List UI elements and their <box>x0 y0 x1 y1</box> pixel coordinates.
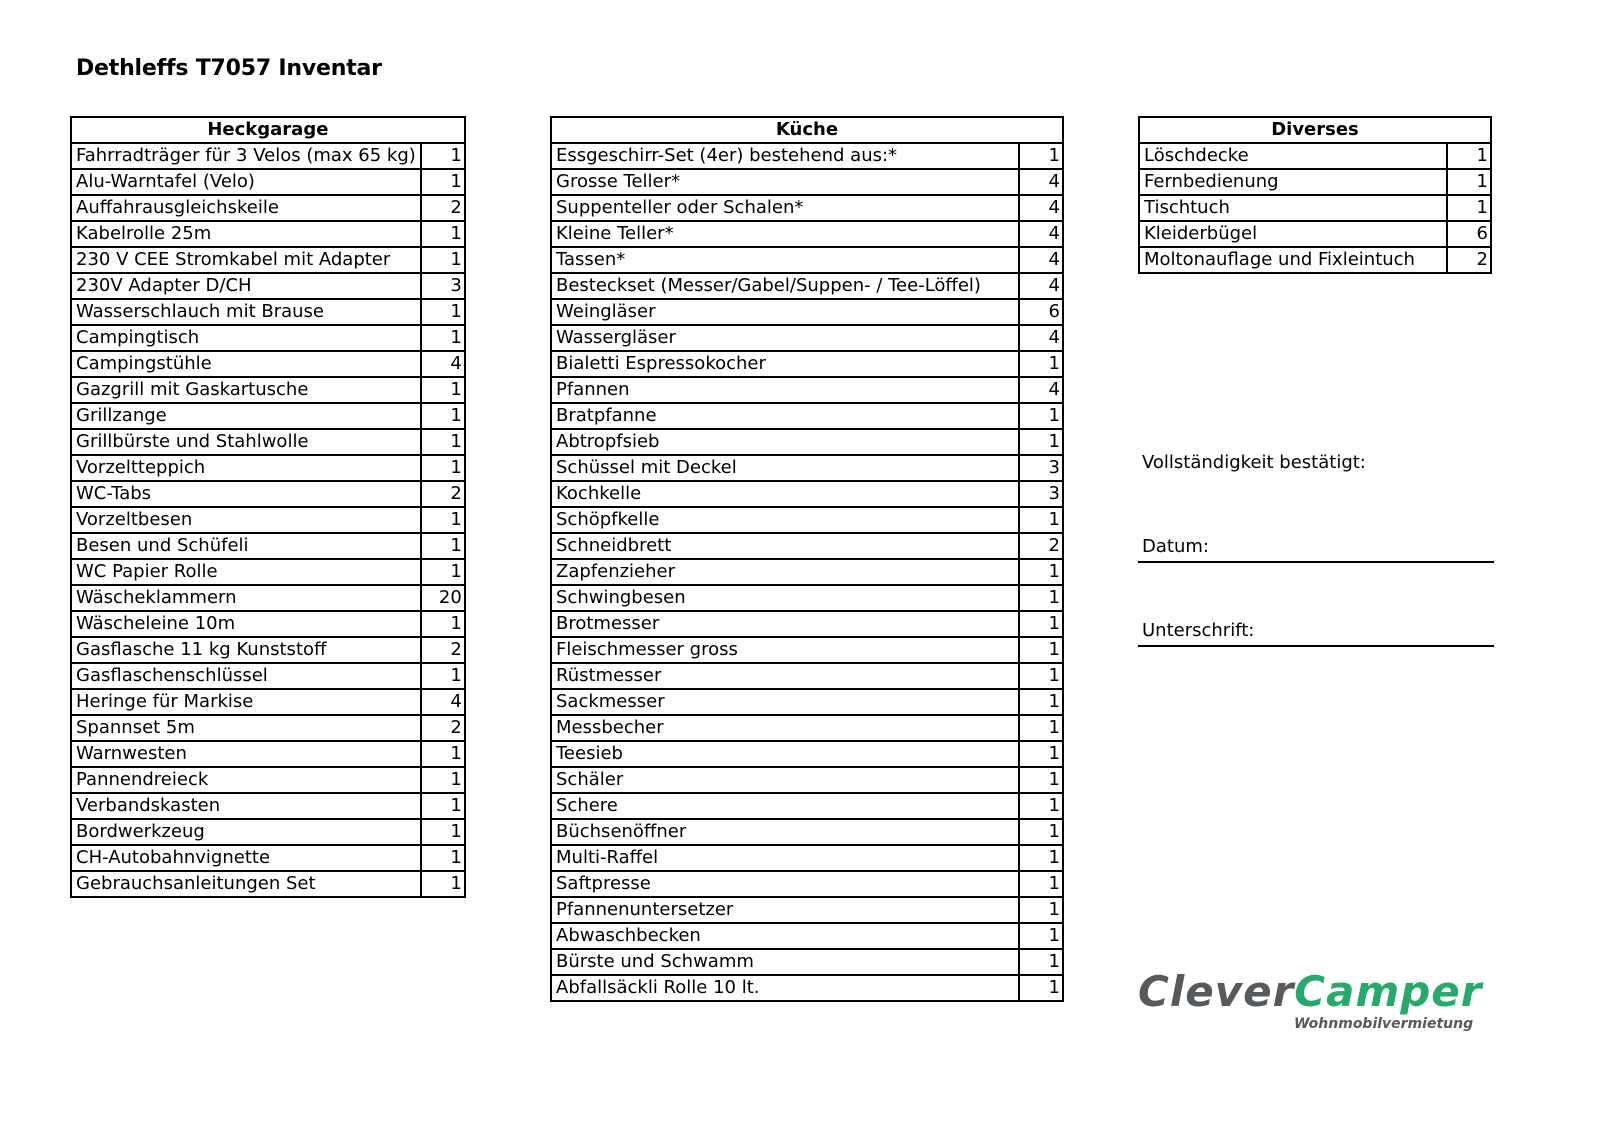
completeness-label: Vollständigkeit bestätigt: <box>1142 452 1366 473</box>
table-row <box>1139 221 1491 247</box>
item-name: Pfannenuntersetzer <box>551 897 1019 923</box>
item-quantity: 1 <box>421 507 465 533</box>
item-name: Multi-Raffel <box>551 845 1019 871</box>
item-name: Pfannen <box>551 377 1019 403</box>
item-quantity: 1 <box>1019 559 1063 585</box>
item-name: 230 V CEE Stromkabel mit Adapter <box>71 247 421 273</box>
kueche-header: Küche <box>551 117 1063 143</box>
item-quantity: 1 <box>1019 845 1063 871</box>
item-quantity: 2 <box>421 715 465 741</box>
item-quantity: 1 <box>1019 949 1063 975</box>
item-name: Abfallsäckli Rolle 10 lt. <box>551 975 1019 1001</box>
item-name: Besteckset (Messer/Gabel/Suppen- / Tee-Löffel) <box>551 273 1019 299</box>
table-row <box>1139 143 1491 169</box>
item-quantity: 1 <box>421 845 465 871</box>
item-name: Bürste und Schwamm <box>551 949 1019 975</box>
item-quantity: 1 <box>421 143 465 169</box>
table-row <box>71 325 465 351</box>
item-quantity: 1 <box>1019 689 1063 715</box>
item-name: Bratpfanne <box>551 403 1019 429</box>
heckgarage-table <box>70 116 466 898</box>
page-title: Dethleffs T7057 Inventar <box>76 56 382 81</box>
item-name: Wassergläser <box>551 325 1019 351</box>
table-row <box>71 455 465 481</box>
table-row <box>551 949 1063 975</box>
table-row <box>551 689 1063 715</box>
table-row <box>71 403 465 429</box>
table-row <box>71 169 465 195</box>
table-row <box>551 403 1063 429</box>
logo-wordmark <box>1138 968 1498 1016</box>
item-quantity: 1 <box>1447 195 1491 221</box>
item-quantity: 1 <box>421 169 465 195</box>
item-name: Spannset 5m <box>71 715 421 741</box>
item-name: 230V Adapter D/CH <box>71 273 421 299</box>
item-name: Schere <box>551 793 1019 819</box>
item-quantity: 1 <box>1019 403 1063 429</box>
table-row <box>551 273 1063 299</box>
table-row <box>551 637 1063 663</box>
item-quantity: 6 <box>1447 221 1491 247</box>
table-row <box>551 559 1063 585</box>
table-row <box>551 715 1063 741</box>
item-name: Vorzeltteppich <box>71 455 421 481</box>
item-name: CH-Autobahnvignette <box>71 845 421 871</box>
table-header-row <box>71 117 465 143</box>
item-name: WC-Tabs <box>71 481 421 507</box>
table-row <box>551 247 1063 273</box>
item-quantity: 6 <box>1019 299 1063 325</box>
item-quantity: 2 <box>421 637 465 663</box>
signature-label: Unterschrift: <box>1142 620 1255 641</box>
table-row <box>551 923 1063 949</box>
item-name: Bialetti Espressokocher <box>551 351 1019 377</box>
item-quantity: 1 <box>421 663 465 689</box>
item-quantity: 1 <box>1447 143 1491 169</box>
date-line[interactable] <box>1138 561 1494 563</box>
item-quantity: 1 <box>1019 507 1063 533</box>
table-row <box>551 299 1063 325</box>
item-name: Wäscheklammern <box>71 585 421 611</box>
table-row <box>551 429 1063 455</box>
item-quantity: 1 <box>421 559 465 585</box>
table-row <box>551 325 1063 351</box>
item-name: Kleine Teller* <box>551 221 1019 247</box>
table-row <box>71 871 465 897</box>
table-row <box>551 507 1063 533</box>
item-name: Gasflaschenschlüssel <box>71 663 421 689</box>
item-quantity: 1 <box>421 871 465 897</box>
item-quantity: 4 <box>421 689 465 715</box>
item-name: Büchsenöffner <box>551 819 1019 845</box>
item-name: Grosse Teller* <box>551 169 1019 195</box>
item-quantity: 1 <box>421 429 465 455</box>
table-row <box>71 351 465 377</box>
item-quantity: 1 <box>1019 611 1063 637</box>
item-name: Teesieb <box>551 741 1019 767</box>
item-name: Zapfenzieher <box>551 559 1019 585</box>
item-name: Auffahrausgleichskeile <box>71 195 421 221</box>
item-name: Tischtuch <box>1139 195 1447 221</box>
item-name: Abwaschbecken <box>551 923 1019 949</box>
item-name: Messbecher <box>551 715 1019 741</box>
item-name: Bordwerkzeug <box>71 819 421 845</box>
item-quantity: 2 <box>1447 247 1491 273</box>
logo-tagline: Wohnmobilvermietung <box>1294 1016 1474 1032</box>
table-row <box>551 663 1063 689</box>
item-quantity: 3 <box>1019 455 1063 481</box>
item-quantity: 4 <box>1019 169 1063 195</box>
table-header-row <box>1139 117 1491 143</box>
item-quantity: 1 <box>1019 351 1063 377</box>
table-row <box>71 377 465 403</box>
table-row <box>551 455 1063 481</box>
table-row <box>1139 247 1491 273</box>
item-name: Brotmesser <box>551 611 1019 637</box>
item-name: Tassen* <box>551 247 1019 273</box>
item-name: Warnwesten <box>71 741 421 767</box>
item-quantity: 4 <box>1019 221 1063 247</box>
table-row <box>551 195 1063 221</box>
item-quantity: 1 <box>1019 793 1063 819</box>
item-quantity: 1 <box>421 455 465 481</box>
item-quantity: 1 <box>421 377 465 403</box>
item-quantity: 1 <box>421 325 465 351</box>
item-name: Moltonauflage und Fixleintuch <box>1139 247 1447 273</box>
table-row <box>71 767 465 793</box>
item-quantity: 1 <box>1447 169 1491 195</box>
item-name: Fleischmesser gross <box>551 637 1019 663</box>
table-row <box>71 689 465 715</box>
table-row <box>551 377 1063 403</box>
item-name: WC Papier Rolle <box>71 559 421 585</box>
item-quantity: 1 <box>1019 663 1063 689</box>
diverses-table <box>1138 116 1492 274</box>
table-row <box>1139 195 1491 221</box>
item-quantity: 1 <box>1019 715 1063 741</box>
table-row <box>71 273 465 299</box>
item-quantity: 2 <box>421 481 465 507</box>
table-row <box>71 559 465 585</box>
item-quantity: 1 <box>421 793 465 819</box>
item-name: Löschdecke <box>1139 143 1447 169</box>
item-name: Essgeschirr-Set (4er) bestehend aus:* <box>551 143 1019 169</box>
table-row <box>71 715 465 741</box>
item-quantity: 3 <box>421 273 465 299</box>
item-name: Kabelrolle 25m <box>71 221 421 247</box>
item-name: Fernbedienung <box>1139 169 1447 195</box>
item-name: Suppenteller oder Schalen* <box>551 195 1019 221</box>
table-row <box>71 533 465 559</box>
table-row <box>71 637 465 663</box>
item-name: Kochkelle <box>551 481 1019 507</box>
item-quantity: 1 <box>1019 585 1063 611</box>
table-row <box>1139 169 1491 195</box>
table-row <box>71 143 465 169</box>
table-row <box>551 585 1063 611</box>
item-quantity: 1 <box>421 299 465 325</box>
table-row <box>71 819 465 845</box>
table-row <box>71 429 465 455</box>
item-quantity: 1 <box>421 533 465 559</box>
item-quantity: 1 <box>421 741 465 767</box>
table-row <box>551 819 1063 845</box>
table-row <box>71 611 465 637</box>
item-quantity: 4 <box>1019 377 1063 403</box>
item-name: Wäscheleine 10m <box>71 611 421 637</box>
heckgarage-header: Heckgarage <box>71 117 465 143</box>
table-row <box>71 663 465 689</box>
item-quantity: 4 <box>1019 195 1063 221</box>
table-row <box>71 741 465 767</box>
item-quantity: 1 <box>421 819 465 845</box>
item-quantity: 20 <box>421 585 465 611</box>
item-name: Besen und Schüfeli <box>71 533 421 559</box>
item-quantity: 1 <box>1019 897 1063 923</box>
item-quantity: 1 <box>1019 143 1063 169</box>
item-name: Fahrradträger für 3 Velos (max 65 kg) <box>71 143 421 169</box>
kueche-table <box>550 116 1064 1002</box>
clevercamper-logo <box>1138 967 1498 1032</box>
item-name: Saftpresse <box>551 871 1019 897</box>
item-name: Pannendreieck <box>71 767 421 793</box>
table-row <box>551 767 1063 793</box>
table-row <box>551 169 1063 195</box>
item-quantity: 4 <box>421 351 465 377</box>
item-quantity: 1 <box>1019 637 1063 663</box>
date-label: Datum: <box>1142 536 1209 557</box>
item-name: Campingstühle <box>71 351 421 377</box>
table-row <box>551 533 1063 559</box>
item-name: Wasserschlauch mit Brause <box>71 299 421 325</box>
item-quantity: 1 <box>1019 767 1063 793</box>
table-row <box>551 611 1063 637</box>
item-quantity: 2 <box>1019 533 1063 559</box>
table-row <box>71 585 465 611</box>
item-quantity: 1 <box>1019 819 1063 845</box>
table-row <box>71 247 465 273</box>
table-row <box>551 481 1063 507</box>
item-name: Campingtisch <box>71 325 421 351</box>
table-header-row <box>551 117 1063 143</box>
item-name: Abtropfsieb <box>551 429 1019 455</box>
item-name: Vorzeltbesen <box>71 507 421 533</box>
table-row <box>551 845 1063 871</box>
table-row <box>551 975 1063 1001</box>
table-row <box>551 871 1063 897</box>
item-quantity: 1 <box>1019 923 1063 949</box>
item-quantity: 1 <box>1019 741 1063 767</box>
table-row <box>71 481 465 507</box>
table-row <box>71 845 465 871</box>
item-quantity: 4 <box>1019 247 1063 273</box>
table-row <box>71 793 465 819</box>
item-name: Grillbürste und Stahlwolle <box>71 429 421 455</box>
diverses-header: Diverses <box>1139 117 1491 143</box>
logo-word-clever: Clever <box>1138 967 1295 1016</box>
signature-line[interactable] <box>1138 645 1494 647</box>
item-name: Gazgrill mit Gaskartusche <box>71 377 421 403</box>
item-name: Schöpfkelle <box>551 507 1019 533</box>
item-name: Weingläser <box>551 299 1019 325</box>
item-name: Gebrauchsanleitungen Set <box>71 871 421 897</box>
item-quantity: 1 <box>421 221 465 247</box>
item-name: Schwingbesen <box>551 585 1019 611</box>
item-quantity: 1 <box>1019 429 1063 455</box>
item-name: Schäler <box>551 767 1019 793</box>
item-quantity: 1 <box>421 767 465 793</box>
item-name: Grillzange <box>71 403 421 429</box>
table-row <box>71 221 465 247</box>
table-row <box>551 897 1063 923</box>
item-name: Heringe für Markise <box>71 689 421 715</box>
item-quantity: 2 <box>421 195 465 221</box>
item-quantity: 4 <box>1019 273 1063 299</box>
item-name: Rüstmesser <box>551 663 1019 689</box>
table-row <box>551 741 1063 767</box>
table-row <box>551 351 1063 377</box>
item-name: Schüssel mit Deckel <box>551 455 1019 481</box>
table-row <box>551 221 1063 247</box>
item-name: Alu-Warntafel (Velo) <box>71 169 421 195</box>
item-quantity: 1 <box>1019 975 1063 1001</box>
item-quantity: 1 <box>1019 871 1063 897</box>
item-name: Schneidbrett <box>551 533 1019 559</box>
item-quantity: 1 <box>421 611 465 637</box>
logo-word-camper: Camper <box>1294 967 1483 1016</box>
table-row <box>71 507 465 533</box>
item-name: Sackmesser <box>551 689 1019 715</box>
item-name: Verbandskasten <box>71 793 421 819</box>
item-quantity: 1 <box>421 247 465 273</box>
table-row <box>71 299 465 325</box>
item-quantity: 1 <box>421 403 465 429</box>
table-row <box>71 195 465 221</box>
item-quantity: 3 <box>1019 481 1063 507</box>
table-row <box>551 143 1063 169</box>
table-row <box>551 793 1063 819</box>
item-quantity: 4 <box>1019 325 1063 351</box>
item-name: Gasflasche 11 kg Kunststoff <box>71 637 421 663</box>
item-name: Kleiderbügel <box>1139 221 1447 247</box>
